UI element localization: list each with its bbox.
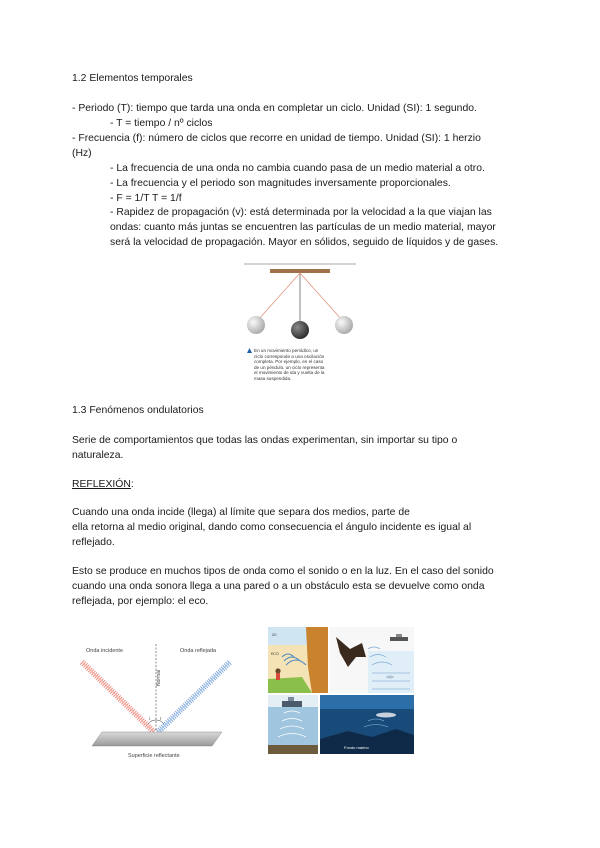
reflecting-surface	[92, 732, 222, 746]
reflected-wave-band	[158, 662, 230, 732]
reflexion-title-colon: :	[130, 479, 134, 490]
angle-i-label: i	[149, 716, 150, 721]
pendulum-caption-1: En un movimiento periódico, un	[254, 348, 319, 353]
pendulum-string-right	[300, 273, 342, 320]
reflexion-p2-line1: Esto se produce en muchos tipos de onda como el sonido o en la luz. En el caso del sonido	[72, 566, 494, 577]
echo-collage	[268, 627, 414, 754]
pendulum-bob-left	[247, 316, 265, 334]
pendulum-bar	[270, 269, 330, 273]
bullet-magnitudes: - La frecuencia y el periodo son magnitudes inversamente proporcionales.	[110, 178, 451, 189]
pendulum-figure	[240, 258, 360, 348]
reflexion-p1-line2: ella retorna al medio original, dando como consecuencia el ángulo incidente es igual al	[72, 522, 472, 533]
reflexion-p1-line3: reflejado.	[72, 537, 115, 548]
periodo-definition: - Periodo (T): tiempo que tarda una onda en completar un ciclo. Unidad (SI): 1 segundo.	[72, 103, 477, 114]
collage-panel-canyon	[268, 627, 328, 693]
reflection-diagram	[72, 638, 244, 762]
collage-panel-sea-floor	[320, 695, 414, 754]
surface-label: Superficie reflectante	[128, 753, 180, 759]
bullet-rapidez: - Rapidez de propagación (v): está determinada por la velocidad a la que viajan las	[110, 207, 492, 218]
collage-label-echo: ECO	[271, 652, 279, 656]
bullet-frecuencia-medio: - La frecuencia de una onda no cambia cuando pasa de un medio material a otro.	[110, 163, 485, 174]
pendulum-bob-right	[335, 316, 353, 334]
reflexion-p1-line1: Cuando una onda incide (llega) al límite que separa dos medios, parte de	[72, 507, 410, 518]
frecuencia-definition: - Frecuencia (f): número de ciclos que recorre en unidad de tiempo. Unidad (SI): 1 herzio	[72, 133, 481, 144]
pendulum-caption-2: ciclo corresponde a una oscilación	[254, 353, 325, 359]
angle-r-label: r	[160, 716, 162, 721]
fenomenos-intro: Serie de comportamientos que todas las ondas experimentan, sin importar su tipo o	[72, 435, 458, 446]
heading-elementos-temporales: 1.2 Elementos temporales	[72, 73, 193, 84]
incident-wave-band	[82, 662, 154, 732]
caption-arrow-icon	[247, 348, 252, 353]
pendulum-caption-3: completa. Por ejemplo, en el caso	[254, 359, 324, 365]
periodo-formula: - T = tiempo / nº ciclos	[110, 118, 213, 129]
bullet-formula: - F = 1/T T = 1/f	[110, 193, 182, 204]
frecuencia-definition-cont: (Hz)	[72, 148, 92, 159]
bullet-rapidez-cont1: ondas: cuanto más juntas se encuentren las partículas de un medio material, mayor	[110, 222, 496, 233]
collage-label-bottom: Fondo marino	[344, 745, 369, 750]
reflexion-title	[72, 477, 134, 492]
heading-fenomenos-ondulatorios: 1.3 Fenómenos ondulatorios	[72, 405, 204, 416]
collage-panel-bat-sonar	[330, 627, 414, 693]
normal-label: Normal	[156, 669, 162, 686]
pendulum-caption-4: de un péndulo, un ciclo representa	[254, 364, 325, 370]
reflected-wave-label: Onda reflejada	[180, 648, 217, 654]
pendulum-string-left	[258, 273, 300, 320]
reflexion-title-text: REFLEXIÓN	[72, 479, 131, 490]
incident-wave-label: Onda incidente	[86, 648, 123, 654]
bullet-rapidez-cont2: será la velocidad de propagación. Mayor en sólidos, seguido de líquidos y de gases.	[110, 237, 499, 248]
reflexion-p2-line3: reflejada, por ejemplo: el eco.	[72, 596, 209, 607]
collage-panel-ship-sonar	[268, 695, 318, 754]
collage-label-top: 20	[272, 632, 277, 637]
reflexion-p2-line2: cuando una onda sonora llega a una pared o a un obstáculo esta se devuelve como onda	[72, 581, 485, 592]
pendulum-caption-6: masa suspendida.	[254, 376, 292, 381]
pendulum-caption-5: el movimiento de ida y vuelta de la	[254, 370, 325, 376]
echo-collage-graphic	[268, 627, 414, 754]
pendulum-bob-center	[291, 321, 309, 339]
fenomenos-intro-cont: naturaleza.	[72, 450, 124, 461]
